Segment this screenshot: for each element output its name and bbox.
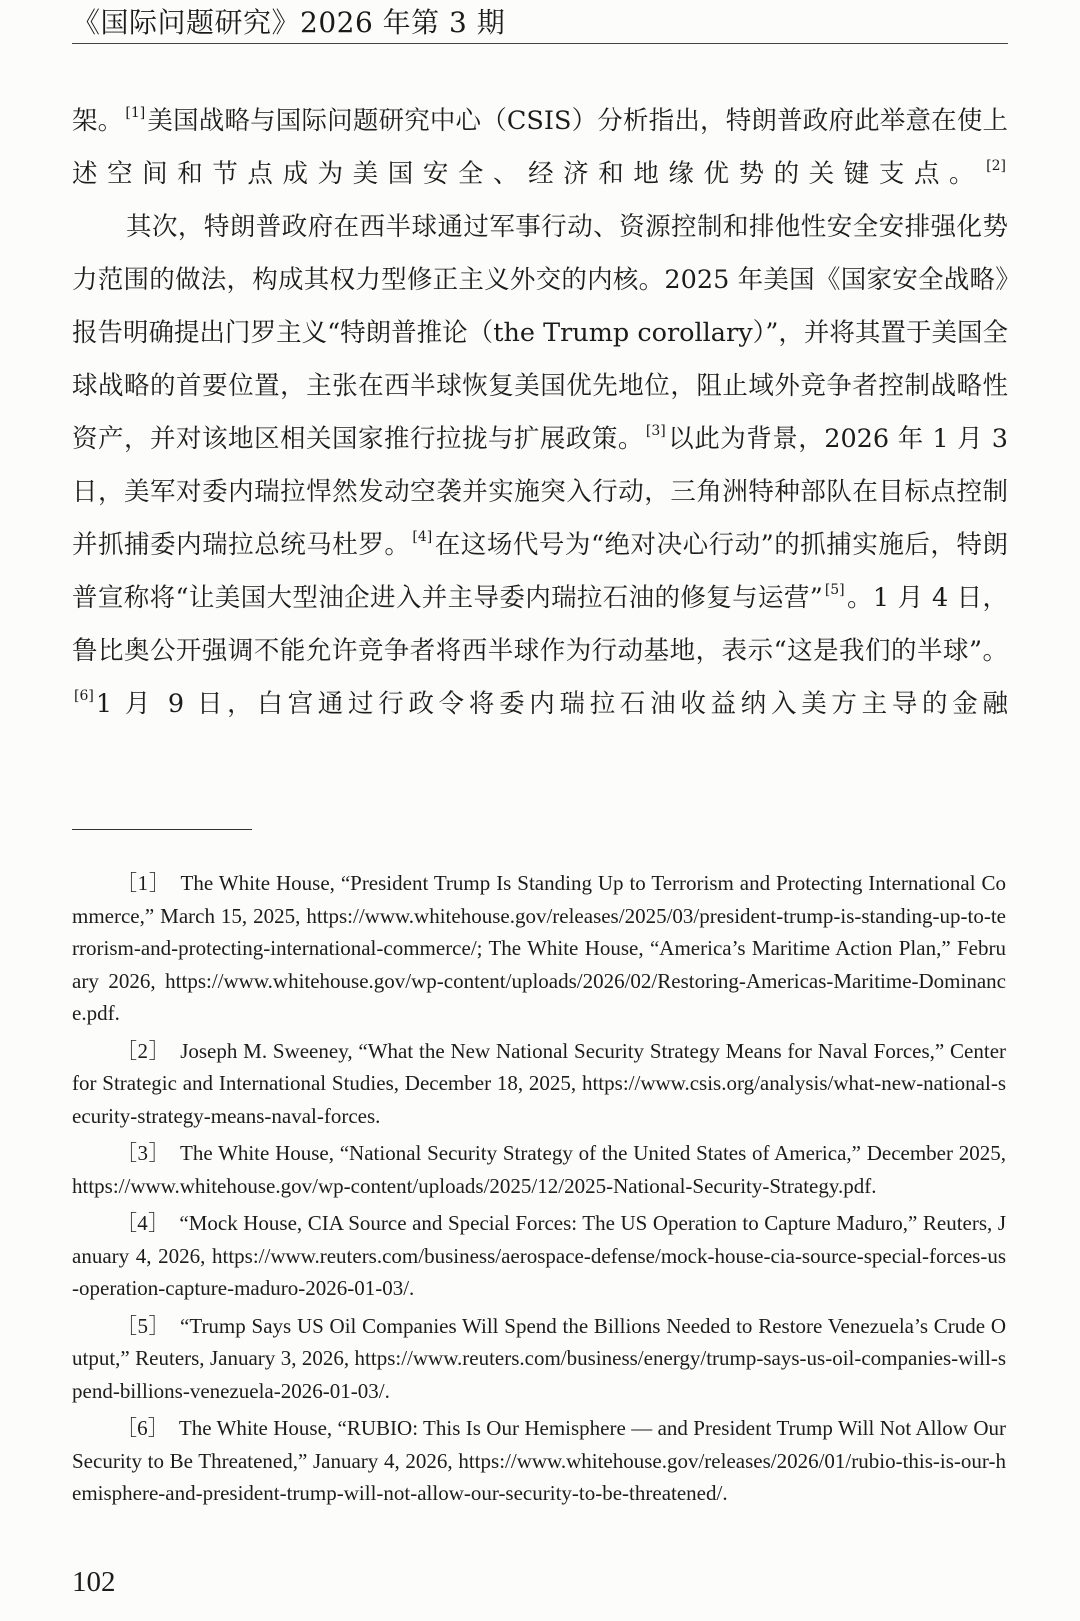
footnote-ref-3[interactable]: [3] [645, 423, 666, 439]
footnote-number: ［2］ [116, 1038, 171, 1063]
paragraph-2-text-a: 其次，特朗普政府在西半球通过军事行动、资源控制和排他性安全安排强化势力范围的做法，构成其权力型修正主义外交的内核。2025 年美国《国家安全战略》报告明确提出门罗主义“特朗普推论（the Trump corollary）”，并将其置于美国全球战略的首要位置，主张在西半球恢复美国优先地位，阻止域外竞争者控制战略性资产，并对该地区相关国家推行拉拢与扩展政策。 [72, 212, 1008, 454]
footnote-number: ［3］ [116, 1141, 170, 1165]
footnote-ref-6[interactable]: [6] [74, 688, 94, 704]
paragraph-1 [72, 95, 1008, 201]
footnote-1 [72, 867, 1006, 1030]
paragraph-1-text-a: 架。 [72, 106, 124, 136]
footnote-text: The White House, “National Security Strategy of the United States of America,” December 2025, https://www.whitehouse.gov/wp-content/uploads/2025/12/2025-National-Security-Strategy.pdf. [72, 1141, 1006, 1198]
journal-issue-title: 《国际问题研究》2026 年第 3 期 [72, 6, 506, 39]
footnote-text: The White House, “RUBIO: This Is Our Hemisphere — and President Trump Will Not Allow Our Security to Be Threatened,” January 4, 2026, https://www.whitehouse.gov/releases/2026/01/rubio-this-is-our-hemisphere-and-president-trump-will-not-allow-our-security-to-be-threatened/. [72, 1416, 1007, 1505]
footnote-4 [72, 1207, 1006, 1305]
footnote-2 [72, 1035, 1006, 1133]
footnote-text: “Mock House, CIA Source and Special Forces: The US Operation to Capture Maduro,” Reuters, January 4, 2026, https://www.reuters.com/business/aerospace-defense/mock-house-cia-source-special-forces-us-operation-capture-maduro-2026-01-03/. [72, 1211, 1006, 1300]
footnote-text: Joseph M. Sweeney, “What the New National Security Strategy Means for Naval Forces,” Center for Strategic and International Studies, December 18, 2025, https://www.csis.org/analysis/what-new-national-security-strategy-means-naval-forces. [72, 1038, 1007, 1128]
paragraph-2-text-b: 以此为背景，2026 年 1 月 3 日，美军对委内瑞拉悍然发动空袭并实施突入行动，三角洲特种部队在目标点控制并抓捕委内瑞拉总统马杜罗。 [72, 424, 1008, 560]
footnote-number: ［5］ [116, 1313, 171, 1338]
paragraph-2 [72, 201, 1008, 731]
footnote-5 [72, 1310, 1006, 1408]
footnote-6 [72, 1412, 1006, 1510]
footnote-number: ［4］ [116, 1211, 170, 1235]
footnotes [72, 867, 1006, 1515]
paragraph-2-text-e: 1 月 9 日，白宫通过行政令将委内瑞拉石油收益纳入美方主导的金融 [95, 689, 1008, 719]
footnote-number: ［1］ [116, 871, 171, 895]
footnote-text: “Trump Says US Oil Companies Will Spend the Billions Needed to Restore Venezuela’s Crude Output,” Reuters, January 3, 2026, https://www.reuters.com/business/energy/trump-says-us-oil-companies-will-spend-billions-venezuela-2026-01-03/. [72, 1313, 1007, 1403]
paragraph-2-text-d: 。1 月 4 日，鲁比奥公开强调不能允许竞争者将西半球作为行动基地，表示“这是我们的半球”。 [72, 583, 1009, 666]
footnote-ref-4[interactable]: [4] [412, 529, 433, 545]
footnote-ref-1[interactable]: [1] [125, 105, 146, 121]
footnote-number: ［6］ [116, 1416, 169, 1440]
footnote-text: The White House, “President Trump Is Standing Up to Terrorism and Protecting International Commerce,” March 15, 2025, https://www.whitehouse.gov/releases/2025/03/president-trump-is-standing-up-to-terrorism-and-protecting-international-commerce/; The White House, “America’s Maritime Action Plan,” February 2026, https://www.whitehouse.gov/wp-content/uploads/2026/02/Restoring-Americas-Maritime-Dominance.pdf. [72, 871, 1006, 1025]
body-text [72, 95, 1008, 731]
page-number: 102 [72, 1566, 116, 1598]
footnote-divider [72, 829, 252, 830]
paragraph-1-text-b: 美国战略与国际问题研究中心（CSIS）分析指出，特朗普政府此举意在使上述空间和节点成为美国安全、经济和地缘优势的关键支点。 [72, 106, 1008, 189]
footnote-3 [72, 1137, 1006, 1202]
footnote-ref-5[interactable]: [5] [824, 582, 845, 598]
paragraph-2-text-c: 在这场代号为“绝对决心行动”的抓捕实施后，特朗普宣称将“让美国大型油企进入并主导委内瑞拉石油的修复与运营” [72, 530, 1008, 613]
footnote-ref-2[interactable]: [2] [986, 158, 1006, 174]
running-head [72, 4, 1008, 44]
